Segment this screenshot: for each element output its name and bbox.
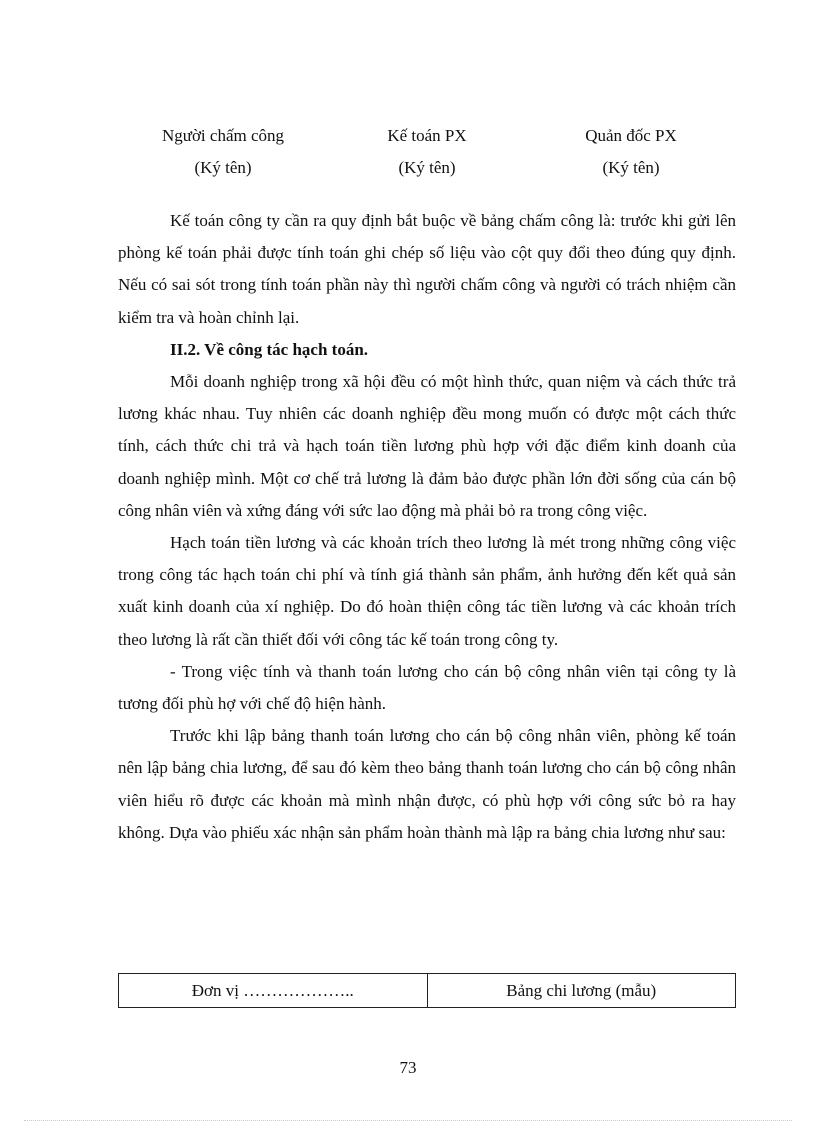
signature-note: (Ký tên) [194,158,252,177]
signature-role: Người chấm công [161,126,285,145]
table-row [119,974,736,1008]
page-number: 73 [399,1058,417,1077]
paragraph: Mỗi doanh nghiệp trong xã hội đều có một hình thức, quan niệm và cách thức trả lương khác nhau. Tuy nhiên các doanh nghiệp đều mong muốn có được một cách thức tính, cách thức chi trả và hạch toán tiền lương phù hợp với đặc điểm kinh doanh của doanh nghiệp mình. Một cơ chế trả lương là đảm bảo được phần lớn đời sống của cán bộ công nhân viên và xứng đáng với sức lao động mà phải bỏ ra trong công việc. [118,372,736,520]
paragraph: Trước khi lập bảng thanh toán lương cho cán bộ công nhân viên, phòng kế toán nên lập bảng chia lương, để sau đó kèm theo bảng thanh toán lương cho cán bộ công nhân viên hiểu rõ được các khoản mà mình nhận được, có phù hợp với công sức bỏ ra hay không. Dựa vào phiếu xác nhận sản phẩm hoàn thành mà lập ra bảng chia lương như sau: [118,726,736,842]
document-body [118,205,736,849]
signature-accountant [332,120,522,184]
signature-foreman [526,120,736,184]
signature-timekeeper [118,120,328,184]
paragraph: - Trong việc tính và thanh toán lương cho cán bộ công nhân viên tại công ty là tương đối phù hợ với chế độ hiện hành. [118,661,736,714]
paragraph: Kế toán công ty cần ra quy định bắt buộc về bảng chấm công là: trước khi gửi lên phòng kế toán phải được tính toán ghi chép số liệu vào cột quy đổi theo đúng quy định. Nếu có sai sót trong tính toán phần này thì người chấm công và người có trách nhiệm cần kiểm tra và hoàn chỉnh lại. [118,211,736,327]
table-cell-unit: Đơn vị ……………….. [119,974,428,1008]
salary-table-header [118,973,736,1008]
section-heading: II.2. Về công tác hạch toán. [170,339,369,359]
signature-role: Quản đốc PX [585,126,677,145]
table-cell-title: Bảng chi lương (mẫu) [427,974,736,1008]
signature-role: Kế toán PX [387,126,467,145]
signature-note: (Ký tên) [602,158,660,177]
signature-row [118,120,736,184]
signature-note: (Ký tên) [398,158,456,177]
paragraph: Hạch toán tiền lương và các khoản trích theo lương là mét trong những công việc trong công tác hạch toán chi phí và tính giá thành sản phẩm, ảnh hưởng đến kết quả sản xuất kinh doanh của xí nghiệp. Do đó hoàn thiện công tác tiền lương và các khoản trích theo lương là rất cần thiết đối với công tác kế toán trong công ty. [118,533,736,649]
page-divider [24,1120,792,1121]
